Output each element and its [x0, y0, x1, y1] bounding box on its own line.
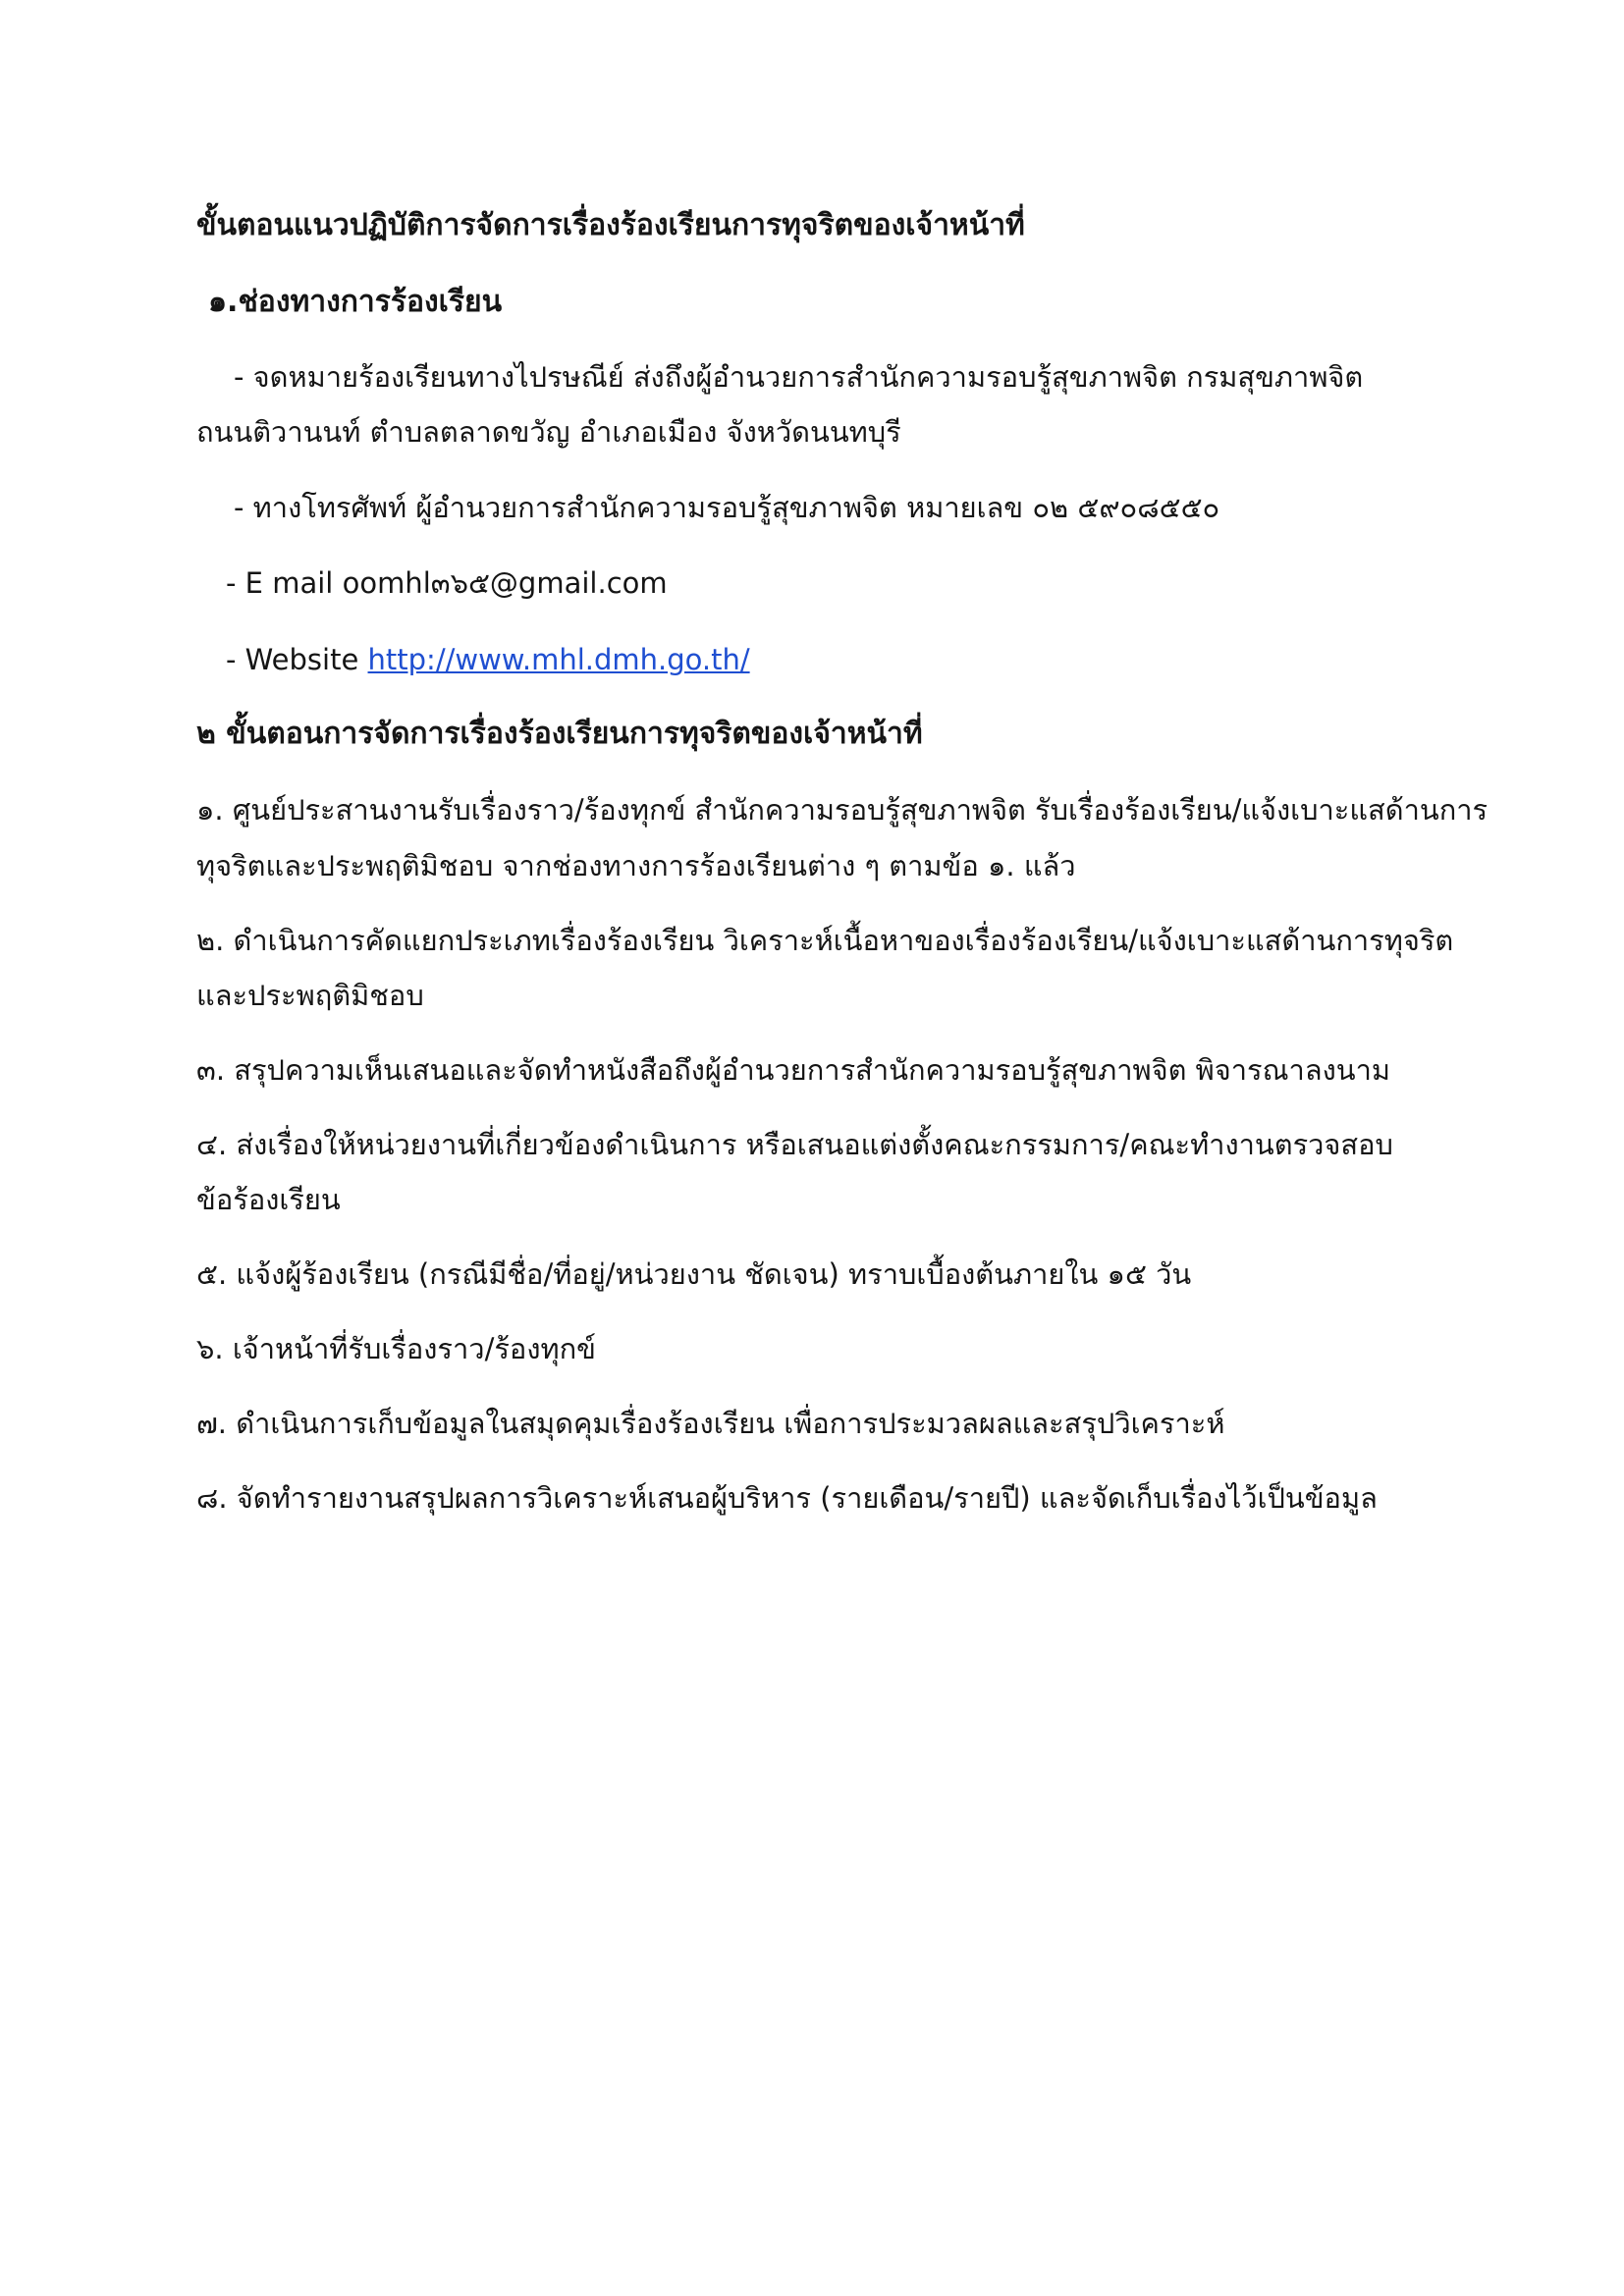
- step-3: ๓. สรุปความเห็นเสนอและจัดทำหนังสือถึงผู้อำนวยการสำนักความรอบรู้สุขภาพจิต พิจารณาลงนาม: [196, 1053, 1390, 1087]
- step-2-line-1: ๒. ดำเนินการคัดแยกประเภทเรื่องร้องเรียน วิเคราะห์เนื้อหาของเรื่องร้องเรียน/แจ้งเบาะแสด้านการทุจริต: [196, 924, 1454, 957]
- document-title: ขั้นตอนแนวปฏิบัติการจัดการเรื่องร้องเรียนการทุจริตของเจ้าหน้าที่: [196, 208, 1025, 242]
- step-4-line-2: ข้อร้องเรียน: [196, 1183, 341, 1216]
- step-1-line-1: ๑. ศูนย์ประสานงานรับเรื่องราว/ร้องทุกข์ สำนักความรอบรู้สุขภาพจิต รับเรื่องร้องเรียน/แจ้งเบาะแสด้านการ: [196, 793, 1489, 827]
- step-7: ๗. ดำเนินการเก็บข้อมูลในสมุดคุมเรื่องร้องเรียน เพื่อการประมวลผลและสรุปวิเคราะห์: [196, 1407, 1225, 1440]
- step-4-line-1: ๔. ส่งเรื่องให้หน่วยงานที่เกี่ยวข้องดำเนินการ หรือเสนอแต่งตั้งคณะกรรมการ/คณะทำงานตรวจสอบ: [196, 1128, 1393, 1161]
- step-5: ๕. แจ้งผู้ร้องเรียน (กรณีมีชื่อ/ที่อยู่/หน่วยงาน ชัดเจน) ทราบเบื้องต้นภายใน ๑๕ วัน: [196, 1257, 1192, 1291]
- step-8: ๘. จัดทำรายงานสรุปผลการวิเคราะห์เสนอผู้บริหาร (รายเดือน/รายปี) และจัดเก็บเรื่องไว้เป็นข้อมูล: [196, 1481, 1378, 1515]
- website-channel: [226, 640, 750, 679]
- section-2-heading: ๒ ขั้นตอนการจัดการเรื่องร้องเรียนการทุจริตของเจ้าหน้าที่: [196, 717, 923, 751]
- mail-channel-line-1: - จดหมายร้องเรียนทางไปรษณีย์ ส่งถึงผู้อำนวยการสำนักความรอบรู้สุขภาพจิต กรมสุขภาพจิต: [234, 360, 1364, 394]
- section-1-heading: ๑.ช่องทางการร้องเรียน: [208, 285, 503, 319]
- step-1-line-2: ทุจริตและประพฤติมิชอบ จากช่องทางการร้องเรียนต่าง ๆ ตามข้อ ๑. แล้ว: [196, 849, 1076, 882]
- mail-channel-line-2: ถนนติวานนท์ ตำบลตลาดขวัญ อำเภอเมือง จังหวัดนนทบุรี: [196, 415, 901, 449]
- website-label: - Website: [226, 643, 359, 676]
- step-6: ๖. เจ้าหน้าที่รับเรื่องราว/ร้องทุกข์: [196, 1332, 596, 1365]
- website-link[interactable]: http://www.mhl.dmh.go.th/: [367, 643, 750, 676]
- email-channel: - E mail oomhl๓๖๕@gmail.com: [226, 566, 668, 600]
- step-2-line-2: และประพฤติมิชอบ: [196, 979, 424, 1012]
- phone-channel: - ทางโทรศัพท์ ผู้อำนวยการสำนักความรอบรู้สุขภาพจิต หมายเลข ๐๒ ๕๙๐๘๕๕๐: [234, 491, 1220, 524]
